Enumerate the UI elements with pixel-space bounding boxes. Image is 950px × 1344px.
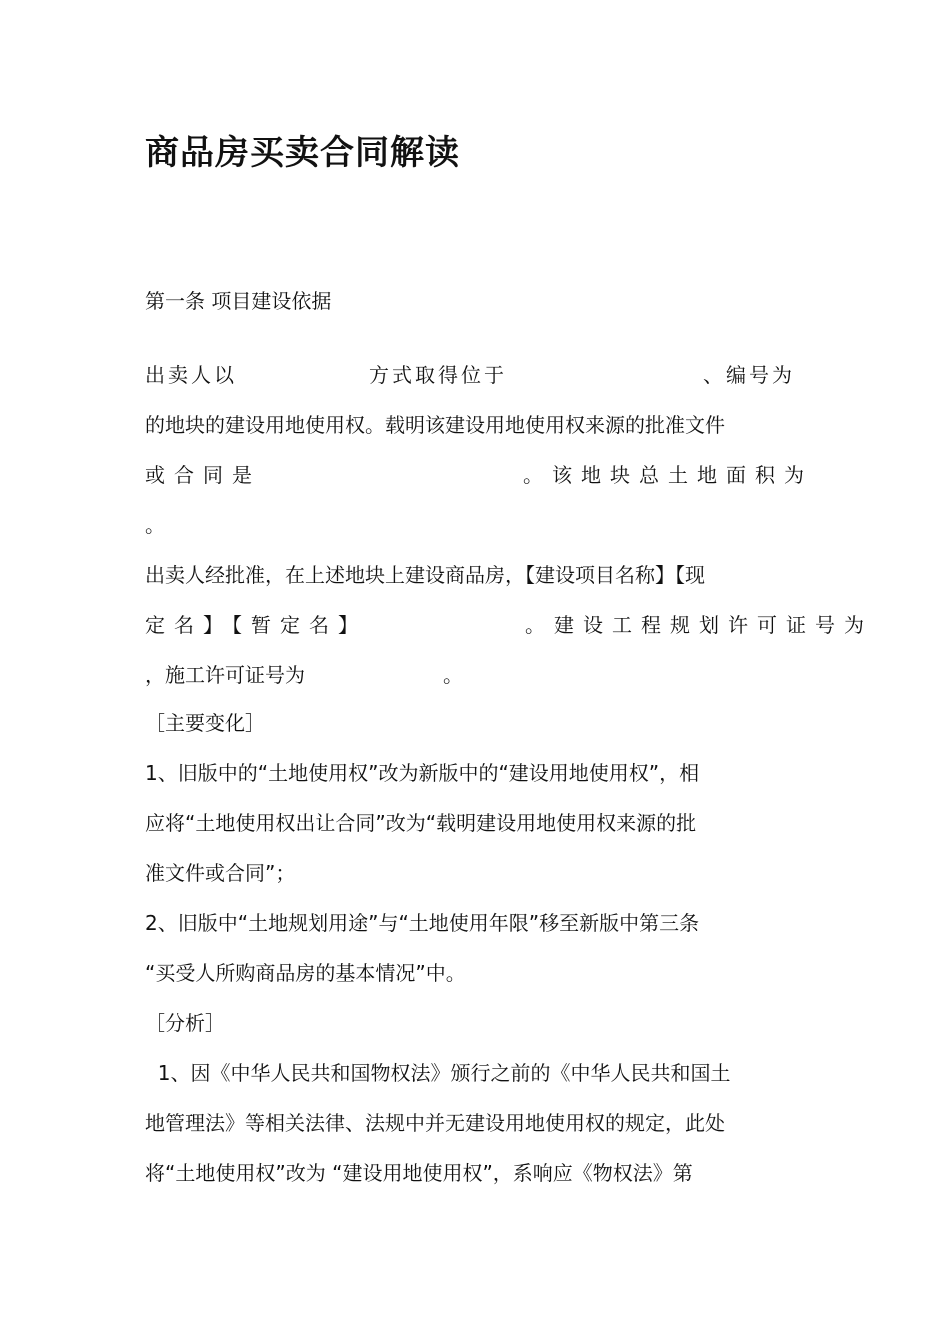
- changes-line: 应将“土地使用权出让合同”改为“载明建设用地使用权来源的批: [145, 811, 697, 835]
- p2-text-l3b: 。: [443, 663, 463, 687]
- p2-text-l2b: 。建设工程规划许可证号为: [525, 613, 873, 637]
- p1-text-l3a: 或合同是: [145, 463, 261, 487]
- p1-line3: [145, 460, 813, 490]
- document-title: 商品房买卖合同解读: [145, 133, 460, 173]
- p2-text-l2a: 定名】【暂定名】: [145, 613, 367, 637]
- section-main-changes: ［主要变化］: [145, 711, 265, 735]
- analysis-line: 1、因《中华人民共和国物权法》颁行之前的《中华人民共和国土: [145, 1061, 731, 1085]
- analysis-line: 地管理法》等相关法律、法规中并无建设用地使用权的规定，此处: [145, 1111, 725, 1135]
- p2-line1: 出卖人经批准，在上述地块上建设商品房，【建设项目名称】【现: [145, 563, 705, 587]
- p1-text-l3b: 。该地块总土地面积为: [523, 463, 813, 487]
- changes-line: 准文件或合同”；: [145, 861, 296, 885]
- p1-text-a: 出卖人以: [145, 363, 237, 387]
- p1-line4: 。: [145, 513, 165, 537]
- p2-text-l3a: ，施工许可证号为: [145, 663, 305, 687]
- changes-line: 2、旧版中“土地规划用途”与“土地使用年限”移至新版中第三条: [145, 911, 700, 935]
- article-heading: 第一条 项目建设依据: [145, 289, 332, 313]
- p2-line2: [145, 610, 873, 640]
- changes-line: “买受人所购商品房的基本情况”中。: [145, 961, 466, 985]
- p2-line3: [145, 660, 805, 690]
- changes-line: 1、旧版中的“土地使用权”改为新版中的“建设用地使用权”，相: [145, 761, 700, 785]
- p1-line1: [145, 360, 805, 390]
- p1-text-c: 、编号为: [703, 363, 795, 387]
- p1-text-b: 方式取得位于: [369, 363, 507, 387]
- analysis-line: 将“土地使用权”改为 “建设用地使用权”，系响应《物权法》第: [145, 1161, 693, 1185]
- section-analysis: ［分析］: [145, 1011, 225, 1035]
- p1-line2: 的地块的建设用地使用权。载明该建设用地使用权来源的批准文件: [145, 413, 725, 437]
